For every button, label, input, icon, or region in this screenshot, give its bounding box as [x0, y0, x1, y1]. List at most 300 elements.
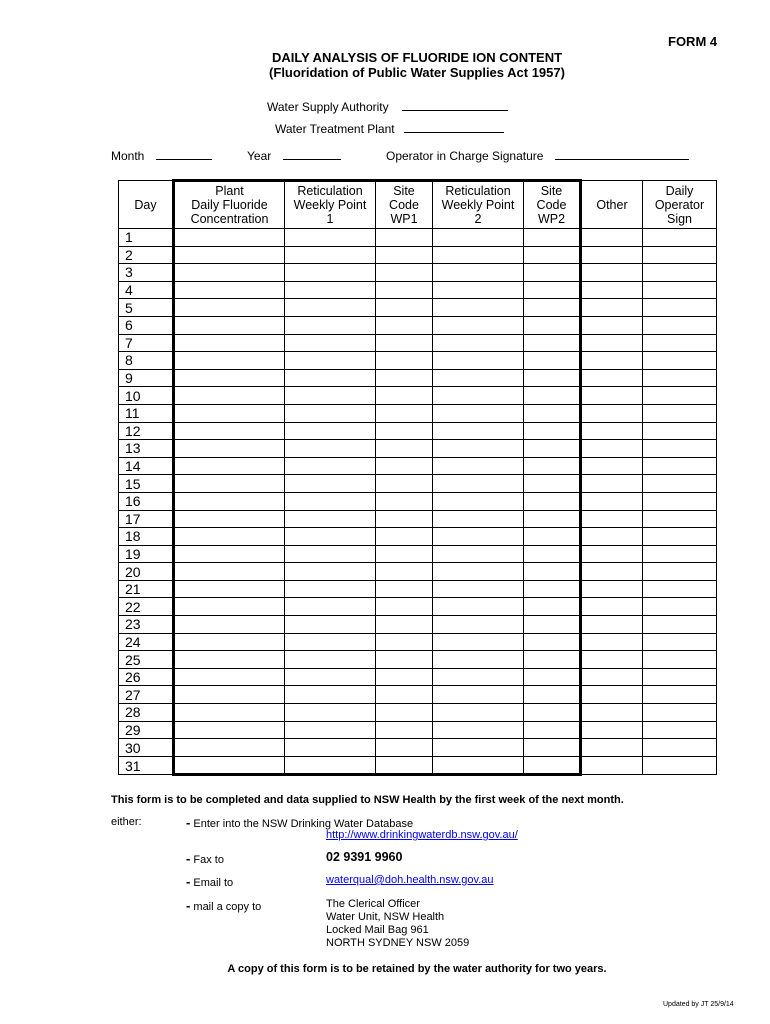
entry-cell[interactable]: [581, 369, 643, 387]
entry-cell[interactable]: [174, 369, 285, 387]
entry-cell[interactable]: [376, 457, 433, 475]
day-number: 3: [119, 264, 174, 282]
entry-cell[interactable]: [174, 457, 285, 475]
table-row: [119, 756, 717, 775]
table-row: [119, 721, 717, 739]
entry-cell[interactable]: [581, 422, 643, 440]
entry-cell[interactable]: [581, 299, 643, 317]
table-row: [119, 704, 717, 722]
entry-cell[interactable]: [433, 264, 524, 282]
table-row: [119, 422, 717, 440]
entry-cell[interactable]: [376, 510, 433, 528]
entry-cell[interactable]: [433, 528, 524, 546]
entry-cell[interactable]: [433, 387, 524, 405]
entry-cell[interactable]: [643, 264, 717, 282]
entry-cell[interactable]: [376, 281, 433, 299]
entry-cell[interactable]: [581, 616, 643, 634]
entry-cell[interactable]: [643, 440, 717, 458]
table-row: [119, 334, 717, 352]
entry-cell[interactable]: [174, 281, 285, 299]
entry-cell[interactable]: [643, 616, 717, 634]
entry-cell[interactable]: [524, 246, 581, 264]
entry-cell[interactable]: [376, 668, 433, 686]
entry-cell[interactable]: [581, 563, 643, 581]
column-header: [433, 181, 524, 229]
entry-cell[interactable]: [643, 563, 717, 581]
entry-cell[interactable]: [174, 352, 285, 370]
table-row: [119, 229, 717, 247]
entry-cell[interactable]: [285, 633, 376, 651]
entry-cell[interactable]: [643, 721, 717, 739]
entry-cell[interactable]: [643, 756, 717, 775]
entry-cell[interactable]: [643, 316, 717, 334]
entry-cell[interactable]: [581, 510, 643, 528]
entry-cell[interactable]: [174, 563, 285, 581]
entry-cell[interactable]: [433, 229, 524, 247]
entry-cell[interactable]: [174, 756, 285, 775]
entry-cell[interactable]: [376, 580, 433, 598]
entry-cell[interactable]: [376, 756, 433, 775]
entry-cell[interactable]: [376, 492, 433, 510]
entry-cell[interactable]: [581, 704, 643, 722]
entry-cell[interactable]: [524, 352, 581, 370]
entry-cell[interactable]: [433, 510, 524, 528]
entry-cell[interactable]: [174, 704, 285, 722]
entry-cell[interactable]: [285, 756, 376, 775]
table-row: [119, 316, 717, 334]
entry-cell[interactable]: [581, 264, 643, 282]
column-header-line: Code: [389, 198, 419, 212]
entry-cell[interactable]: [643, 281, 717, 299]
entry-cell[interactable]: [581, 316, 643, 334]
entry-cell[interactable]: [524, 387, 581, 405]
column-header-line: Sign: [666, 211, 693, 226]
entry-cell[interactable]: [524, 299, 581, 317]
entry-cell[interactable]: [433, 281, 524, 299]
day-number: 26: [119, 668, 174, 686]
table-row: [119, 739, 717, 757]
entry-cell[interactable]: [285, 281, 376, 299]
entry-cell[interactable]: [285, 316, 376, 334]
entry-cell[interactable]: [285, 299, 376, 317]
entry-cell[interactable]: [376, 528, 433, 546]
entry-cell[interactable]: [643, 580, 717, 598]
year-input[interactable]: [283, 147, 341, 160]
entry-cell[interactable]: [643, 229, 717, 247]
table-row: [119, 404, 717, 422]
operator-signature-field: [386, 147, 689, 163]
entry-cell[interactable]: [433, 721, 524, 739]
entry-cell[interactable]: [174, 510, 285, 528]
entry-cell[interactable]: [376, 264, 433, 282]
entry-cell[interactable]: [643, 475, 717, 493]
entry-cell[interactable]: [174, 739, 285, 757]
entry-cell[interactable]: [285, 440, 376, 458]
entry-cell[interactable]: [174, 651, 285, 669]
entry-cell[interactable]: [524, 281, 581, 299]
entry-cell[interactable]: [285, 404, 376, 422]
table-row: [119, 440, 717, 458]
entry-cell[interactable]: [581, 404, 643, 422]
entry-cell[interactable]: [524, 440, 581, 458]
entry-cell[interactable]: [174, 475, 285, 493]
entry-cell[interactable]: [524, 369, 581, 387]
entry-cell[interactable]: [524, 563, 581, 581]
entry-cell[interactable]: [433, 651, 524, 669]
table-row: [119, 510, 717, 528]
entry-cell[interactable]: [433, 334, 524, 352]
entry-cell[interactable]: [524, 510, 581, 528]
entry-cell[interactable]: [376, 334, 433, 352]
entry-cell[interactable]: [643, 299, 717, 317]
table-row: [119, 651, 717, 669]
entry-cell[interactable]: [581, 352, 643, 370]
entry-cell[interactable]: [524, 492, 581, 510]
entry-cell[interactable]: [581, 545, 643, 563]
entry-cell[interactable]: [376, 651, 433, 669]
entry-cell[interactable]: [285, 528, 376, 546]
mail-label: mail a copy to: [193, 901, 262, 913]
entry-cell[interactable]: [581, 492, 643, 510]
day-number: 21: [119, 580, 174, 598]
entry-cell[interactable]: [285, 334, 376, 352]
entry-cell[interactable]: [376, 545, 433, 563]
month-label: Month: [111, 149, 145, 163]
entry-cell[interactable]: [376, 739, 433, 757]
column-header-line: Site: [393, 184, 415, 198]
entry-cell[interactable]: [174, 686, 285, 704]
table-row: [119, 668, 717, 686]
entry-cell[interactable]: [174, 721, 285, 739]
table-row: [119, 686, 717, 704]
entry-cell[interactable]: [174, 264, 285, 282]
day-number: 28: [119, 704, 174, 722]
entry-cell[interactable]: [581, 686, 643, 704]
entry-cell[interactable]: [376, 387, 433, 405]
bullet-dash-icon: -: [186, 815, 191, 830]
table-row: [119, 616, 717, 634]
entry-cell[interactable]: [581, 651, 643, 669]
entry-cell[interactable]: [524, 739, 581, 757]
entry-cell[interactable]: [174, 316, 285, 334]
entry-cell[interactable]: [285, 598, 376, 616]
entry-cell[interactable]: [643, 457, 717, 475]
entry-cell[interactable]: [581, 668, 643, 686]
entry-cell[interactable]: [643, 598, 717, 616]
column-header-line: WP2: [537, 212, 566, 226]
column-header-line: 2: [474, 212, 482, 226]
entry-cell[interactable]: [174, 246, 285, 264]
entry-cell[interactable]: [376, 316, 433, 334]
day-number: 9: [119, 369, 174, 387]
entry-cell[interactable]: [581, 387, 643, 405]
entry-cell[interactable]: [376, 704, 433, 722]
entry-cell[interactable]: [581, 334, 643, 352]
entry-cell[interactable]: [524, 704, 581, 722]
entry-cell[interactable]: [285, 492, 376, 510]
entry-cell[interactable]: [376, 616, 433, 634]
water-treatment-plant-input[interactable]: [404, 120, 504, 133]
entry-cell[interactable]: [376, 721, 433, 739]
column-header-line: Other: [596, 197, 628, 212]
water-supply-authority-input[interactable]: [402, 98, 508, 111]
entry-cell[interactable]: [581, 457, 643, 475]
column-header-line: Weekly Point: [293, 198, 367, 212]
day-number: 27: [119, 686, 174, 704]
entry-cell[interactable]: [285, 668, 376, 686]
entry-cell[interactable]: [433, 475, 524, 493]
day-number: 30: [119, 739, 174, 757]
entry-cell[interactable]: [643, 334, 717, 352]
entry-cell[interactable]: [524, 756, 581, 775]
entry-cell[interactable]: [643, 422, 717, 440]
entry-cell[interactable]: [643, 704, 717, 722]
column-header: [174, 181, 285, 229]
operator-signature-label: Operator in Charge Signature: [386, 149, 544, 163]
entry-cell[interactable]: [433, 616, 524, 634]
entry-cell[interactable]: [285, 246, 376, 264]
entry-cell[interactable]: [174, 598, 285, 616]
entry-cell[interactable]: [376, 475, 433, 493]
entry-cell[interactable]: [524, 616, 581, 634]
form-number: FORM 4: [668, 34, 718, 49]
entry-cell[interactable]: [581, 633, 643, 651]
entry-cell[interactable]: [581, 246, 643, 264]
entry-cell[interactable]: [524, 528, 581, 546]
entry-cell[interactable]: [643, 510, 717, 528]
water-treatment-plant-label: Water Treatment Plant: [275, 122, 395, 136]
entry-cell[interactable]: [174, 528, 285, 546]
table-row: [119, 281, 717, 299]
entry-cell[interactable]: [285, 264, 376, 282]
entry-cell[interactable]: [643, 246, 717, 264]
entry-cell[interactable]: [285, 510, 376, 528]
entry-cell[interactable]: [174, 580, 285, 598]
entry-cell[interactable]: [581, 528, 643, 546]
entry-cell[interactable]: [643, 545, 717, 563]
entry-cell[interactable]: [285, 739, 376, 757]
entry-cell[interactable]: [643, 492, 717, 510]
email-link[interactable]: waterqual@doh.health.nsw.gov.au: [326, 874, 494, 886]
entry-cell[interactable]: [643, 528, 717, 546]
entry-cell[interactable]: [174, 668, 285, 686]
entry-cell[interactable]: [524, 545, 581, 563]
entry-cell[interactable]: [433, 246, 524, 264]
entry-cell[interactable]: [433, 457, 524, 475]
entry-cell[interactable]: [433, 704, 524, 722]
either-label: either:: [111, 816, 142, 828]
entry-cell[interactable]: [376, 352, 433, 370]
entry-cell[interactable]: [643, 739, 717, 757]
entry-cell[interactable]: [433, 545, 524, 563]
entry-cell[interactable]: [524, 475, 581, 493]
day-number: 13: [119, 440, 174, 458]
entry-cell[interactable]: [174, 229, 285, 247]
entry-cell[interactable]: [524, 422, 581, 440]
table-row: [119, 633, 717, 651]
entry-cell[interactable]: [433, 686, 524, 704]
entry-cell[interactable]: [524, 580, 581, 598]
entry-cell[interactable]: [174, 440, 285, 458]
table-row: [119, 580, 717, 598]
entry-cell[interactable]: [581, 440, 643, 458]
entry-cell[interactable]: [376, 686, 433, 704]
entry-cell[interactable]: [643, 633, 717, 651]
year-label: Year: [247, 149, 272, 163]
column-header-line: Daily: [665, 183, 694, 198]
entry-cell[interactable]: [433, 352, 524, 370]
entry-cell[interactable]: [433, 633, 524, 651]
mail-address-line: NORTH SYDNEY NSW 2059: [326, 937, 470, 949]
operator-signature-input[interactable]: [555, 147, 689, 160]
entry-cell[interactable]: [524, 686, 581, 704]
entry-cell[interactable]: [433, 422, 524, 440]
day-number: 23: [119, 616, 174, 634]
option-fax: [186, 851, 224, 866]
month-input[interactable]: [156, 147, 212, 160]
entry-cell[interactable]: [285, 563, 376, 581]
entry-cell[interactable]: [376, 598, 433, 616]
option-mail: [186, 898, 261, 913]
fax-number: 02 9391 9960: [326, 850, 403, 864]
entry-cell[interactable]: [433, 492, 524, 510]
entry-cell[interactable]: [433, 580, 524, 598]
database-link[interactable]: http://www.drinkingwaterdb.nsw.gov.au/: [326, 829, 518, 841]
entry-cell[interactable]: [174, 633, 285, 651]
column-header-line: Reticulation: [297, 184, 363, 198]
day-number: 24: [119, 633, 174, 651]
entry-cell[interactable]: [524, 598, 581, 616]
entry-cell[interactable]: [643, 369, 717, 387]
entry-cell[interactable]: [524, 229, 581, 247]
entry-cell[interactable]: [376, 246, 433, 264]
entry-cell[interactable]: [285, 352, 376, 370]
entry-cell[interactable]: [643, 387, 717, 405]
entry-cell[interactable]: [285, 545, 376, 563]
entry-cell[interactable]: [524, 651, 581, 669]
column-header-line: Operator: [654, 197, 705, 212]
table-row: [119, 387, 717, 405]
entry-cell[interactable]: [285, 422, 376, 440]
entry-cell[interactable]: [376, 563, 433, 581]
entry-cell[interactable]: [285, 475, 376, 493]
entry-cell[interactable]: [376, 299, 433, 317]
entry-cell[interactable]: [285, 457, 376, 475]
entry-cell[interactable]: [376, 369, 433, 387]
entry-cell[interactable]: [174, 404, 285, 422]
entry-cell[interactable]: [376, 422, 433, 440]
entry-cell[interactable]: [433, 316, 524, 334]
entry-cell[interactable]: [433, 756, 524, 775]
entry-cell[interactable]: [643, 651, 717, 669]
entry-cell[interactable]: [285, 721, 376, 739]
column-header-line: Plant: [215, 184, 244, 198]
entry-cell[interactable]: [581, 721, 643, 739]
entry-cell[interactable]: [376, 404, 433, 422]
entry-cell[interactable]: [285, 616, 376, 634]
entry-cell[interactable]: [174, 492, 285, 510]
entry-cell[interactable]: [376, 440, 433, 458]
day-number: 6: [119, 316, 174, 334]
entry-cell[interactable]: [643, 404, 717, 422]
entry-cell[interactable]: [581, 475, 643, 493]
entry-cell[interactable]: [524, 668, 581, 686]
entry-cell[interactable]: [524, 264, 581, 282]
day-number: 20: [119, 563, 174, 581]
entry-cell[interactable]: [285, 580, 376, 598]
entry-cell[interactable]: [285, 229, 376, 247]
column-header-line: Reticulation: [445, 184, 511, 198]
fax-label: Fax to: [193, 854, 224, 866]
entry-cell[interactable]: [433, 598, 524, 616]
email-label: Email to: [193, 877, 234, 889]
entry-cell[interactable]: [433, 369, 524, 387]
day-number: 18: [119, 528, 174, 546]
column-header-line: 1: [326, 212, 334, 226]
entry-cell[interactable]: [581, 598, 643, 616]
entry-cell[interactable]: [524, 633, 581, 651]
entry-cell[interactable]: [433, 404, 524, 422]
entry-cell[interactable]: [174, 545, 285, 563]
entry-cell[interactable]: [433, 440, 524, 458]
day-number: 25: [119, 651, 174, 669]
entry-cell[interactable]: [524, 334, 581, 352]
entry-cell[interactable]: [643, 686, 717, 704]
entry-cell[interactable]: [376, 633, 433, 651]
entry-cell[interactable]: [285, 686, 376, 704]
entry-cell[interactable]: [524, 316, 581, 334]
entry-cell[interactable]: [433, 563, 524, 581]
entry-cell[interactable]: [285, 704, 376, 722]
entry-cell[interactable]: [581, 229, 643, 247]
entry-cell[interactable]: [433, 739, 524, 757]
bullet-dash-icon: -: [186, 874, 191, 889]
entry-cell[interactable]: [174, 422, 285, 440]
entry-cell[interactable]: [643, 668, 717, 686]
entry-cell[interactable]: [433, 299, 524, 317]
entry-cell[interactable]: [285, 387, 376, 405]
day-number: 15: [119, 475, 174, 493]
entry-cell[interactable]: [524, 721, 581, 739]
entry-cell[interactable]: [174, 387, 285, 405]
entry-cell[interactable]: [285, 369, 376, 387]
entry-cell[interactable]: [643, 352, 717, 370]
day-number: 19: [119, 545, 174, 563]
column-header-line: Code: [536, 198, 567, 212]
water-supply-authority-label: Water Supply Authority: [267, 100, 389, 114]
entry-cell[interactable]: [433, 668, 524, 686]
entry-cell[interactable]: [581, 756, 643, 775]
entry-cell[interactable]: [174, 616, 285, 634]
table-row: [119, 264, 717, 282]
day-number: 1: [119, 229, 174, 247]
entry-cell[interactable]: [376, 229, 433, 247]
entry-cell[interactable]: [581, 281, 643, 299]
entry-cell[interactable]: [174, 334, 285, 352]
day-number: 5: [119, 299, 174, 317]
entry-cell[interactable]: [581, 580, 643, 598]
column-header-line: Site: [540, 184, 563, 198]
entry-cell[interactable]: [524, 404, 581, 422]
entry-cell[interactable]: [285, 651, 376, 669]
bullet-dash-icon: -: [186, 898, 191, 913]
entry-cell[interactable]: [174, 299, 285, 317]
mail-address-line: The Clerical Officer: [326, 898, 420, 910]
entry-cell[interactable]: [524, 457, 581, 475]
entry-cell[interactable]: [581, 739, 643, 757]
table-row: [119, 563, 717, 581]
column-header: [119, 181, 174, 229]
